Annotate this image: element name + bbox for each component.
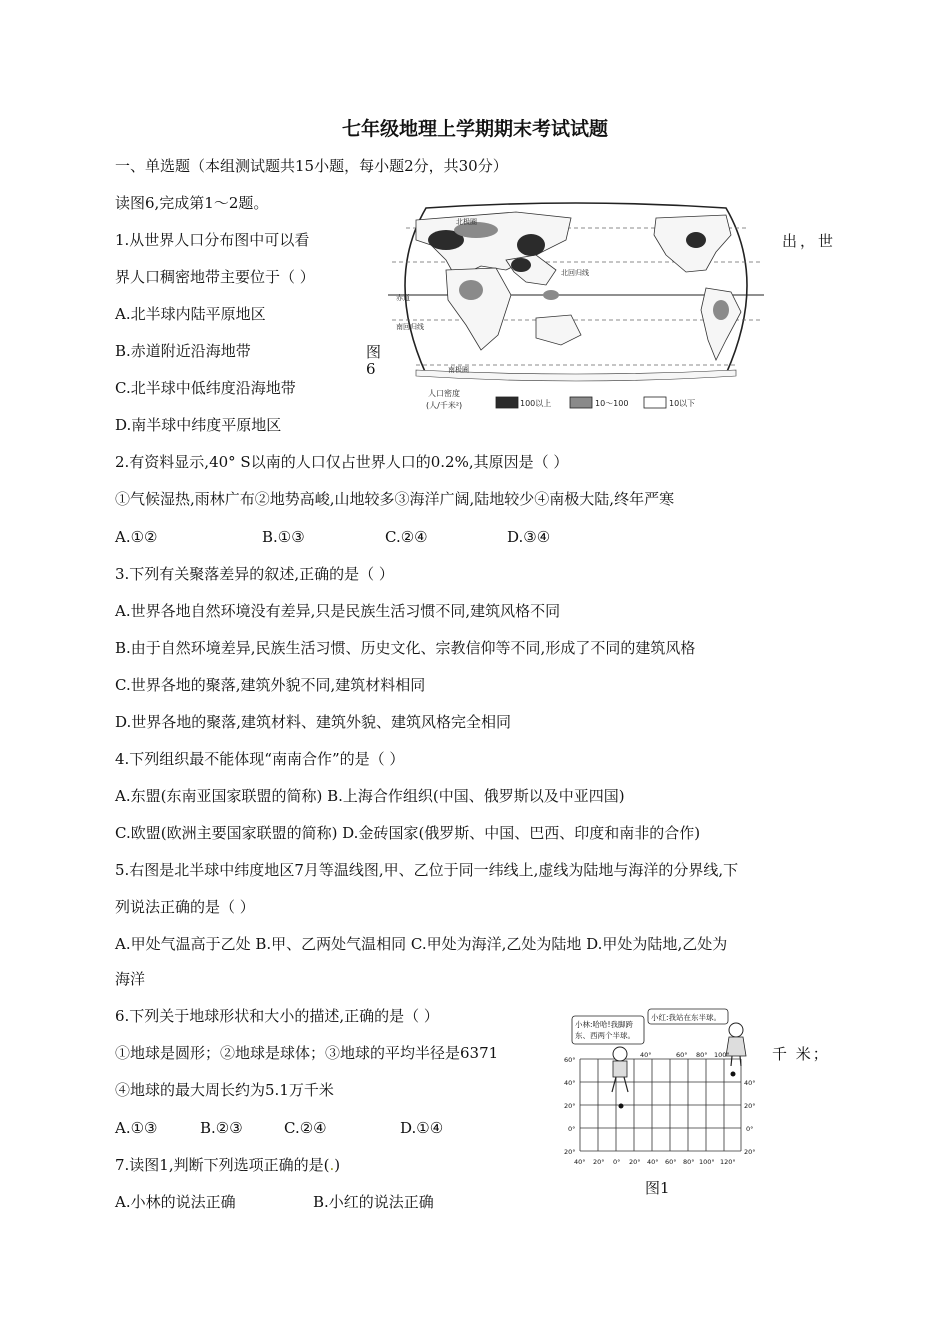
- q6-option-d: D.①④: [400, 1119, 444, 1137]
- bottom-label-100e: 100°: [699, 1158, 715, 1166]
- north-america-dense-area: [686, 232, 706, 248]
- q6-option-a: A.①③: [115, 1119, 158, 1137]
- left-label-20: 20°: [564, 1102, 576, 1110]
- antarctic-circle-label: 南极圈: [448, 366, 469, 374]
- q4-options-line2: C.欧盟(欧洲主要国家联盟的简称) D.金砖国家(俄罗斯、中国、巴西、印度和南非的合作): [115, 824, 701, 842]
- tropic-south-label: 南回归线: [396, 323, 424, 331]
- legend-swatch-low: [644, 397, 666, 408]
- legend-title-line1: 人口密度: [428, 389, 460, 398]
- bottom-label-40e: 40°: [647, 1158, 659, 1166]
- bubble-xiaolin-line2: 东、西两个半球。: [575, 1031, 635, 1040]
- q5-options: A.甲处气温高于乙处 B.甲、乙两处气温相同 C.甲处为海洋,乙处为陆地 D.甲处为陆地,乙处为: [115, 935, 728, 953]
- bottom-label-20e: 20°: [629, 1158, 641, 1166]
- tropic-north-label: 北回归线: [561, 269, 589, 277]
- q3-option-b: B.由于自然环境差异,民族生活习惯、历史文化、宗教信仰等不同,形成了不同的建筑风格: [115, 639, 696, 657]
- legend-label-mid: 10～100: [595, 399, 629, 408]
- bubble-xiaohong-text: 小红:我站在东半球。: [651, 1013, 722, 1022]
- xiaohong-position-dot: [731, 1072, 736, 1077]
- bubble-xiaolin-line1: 小林:哈哈!我脚跨: [575, 1020, 634, 1029]
- q2-stem: 2.有资料显示,40° S以南的人口仅占世界人口的0.2%,其原因是（ ）: [115, 453, 569, 471]
- q7-stem-end: ): [334, 1156, 341, 1174]
- equator-label: 赤道: [396, 294, 410, 302]
- q6-option-c: C.②④: [284, 1119, 327, 1137]
- right-label-20s: 20°: [744, 1148, 756, 1156]
- bottom-label-0: 0°: [613, 1158, 621, 1166]
- q1-option-a: A.北半球内陆平原地区: [115, 305, 266, 323]
- map6-caption-line2: 6: [366, 360, 376, 378]
- fig1-caption: 图1: [645, 1179, 670, 1197]
- right-label-0: 0°: [746, 1125, 754, 1133]
- top-label-60: 60°: [676, 1051, 688, 1059]
- page-title: 七年级地理上学期期末考试试题: [341, 118, 608, 140]
- figure1-grid: [560, 1004, 760, 1176]
- south-asia-dense-area: [511, 258, 531, 272]
- q1-stem-tail: 出，世: [782, 232, 837, 250]
- q6-option-b: B.②③: [200, 1119, 243, 1137]
- q6-statement-line1: ①地球是圆形；②地球是球体；③地球的平均半径是6371: [115, 1044, 499, 1062]
- south-america-mid-area: [713, 300, 729, 320]
- legend-swatch-mid: [570, 397, 592, 408]
- q7-option-b: B.小红的说法正确: [313, 1193, 434, 1211]
- q7-stem-text: 7.读图1,判断下列选项正确的是(: [115, 1156, 330, 1174]
- q7-option-a: A.小林的说法正确: [115, 1193, 236, 1211]
- xiaolin-figure: [612, 1047, 628, 1092]
- q3-option-c: C.世界各地的聚落,建筑外貌不同,建筑材料相同: [115, 676, 426, 694]
- left-label-20s: 20°: [564, 1148, 576, 1156]
- q2-option-a: A.①②: [115, 528, 158, 546]
- left-label-0: 0°: [568, 1125, 576, 1133]
- east-asia-dense-area: [517, 234, 545, 256]
- q4-options-line1: A.东盟(东南亚国家联盟的简称) B.上海合作组织(中国、俄罗斯以及中亚四国): [115, 787, 625, 805]
- bottom-label-40w: 40°: [574, 1158, 586, 1166]
- q3-option-d: D.世界各地的聚落,建筑材料、建筑外貌、建筑风格完全相同: [115, 713, 512, 731]
- map6-caption-line1: 图: [366, 343, 382, 361]
- q2-option-d: D.③④: [507, 528, 551, 546]
- africa-mid-area: [459, 280, 483, 300]
- bottom-label-20w: 20°: [593, 1158, 605, 1166]
- legend-label-low: 10以下: [669, 399, 696, 408]
- q1-option-d: D.南半球中纬度平原地区: [115, 416, 282, 434]
- top-label-80: 80°: [696, 1051, 708, 1059]
- q7-stem-dot: .: [329, 1156, 335, 1174]
- q2-statements: ①气候湿热,雨林广布②地势高峻,山地较多③海洋广阔,陆地较少④南极大陆,终年严寒: [115, 490, 675, 508]
- q1-stem-cont: 界人口稠密地带主要位于（ ）: [115, 268, 315, 286]
- xiaohong-figure: [726, 1023, 746, 1066]
- q1-option-c: C.北半球中低纬度沿海地带: [115, 379, 296, 397]
- legend-label-high: 100以上: [520, 399, 552, 408]
- bottom-label-120e: 120°: [720, 1158, 736, 1166]
- q3-option-a: A.世界各地自然环境没有差异,只是民族生活习惯不同,建筑风格不同: [115, 602, 561, 620]
- grid-lines: [580, 1059, 741, 1151]
- q6-statement-line1-tail: 千 米；: [772, 1045, 830, 1063]
- q6-statement-line2: ④地球的最大周长约为5.1万千米: [115, 1081, 334, 1099]
- q2-option-b: B.①③: [262, 528, 305, 546]
- q1-stem: 1.从世界人口分布图中可以看: [115, 231, 310, 249]
- q4-stem: 4.下列组织最不能体现“南南合作”的是（ ）: [115, 750, 405, 768]
- q1-intro: 读图6,完成第1～2题。: [115, 194, 269, 212]
- q7-stem: [115, 1155, 340, 1175]
- q1-option-b: B.赤道附近沿海地带: [115, 342, 251, 360]
- q5-stem: 5.右图是北半球中纬度地区7月等温线图,甲、乙位于同一纬线上,虚线为陆地与海洋的分界线,下: [115, 861, 739, 879]
- arctic-circle-label: 北极圈: [456, 218, 477, 226]
- q5-options-tail: 海洋: [115, 970, 146, 988]
- right-label-20: 20°: [744, 1102, 756, 1110]
- q5-stem-cont: 列说法正确的是（ ）: [115, 898, 255, 916]
- left-label-40: 40°: [564, 1079, 576, 1087]
- top-label-100: 100°: [714, 1051, 730, 1059]
- section-heading: 一、单选题（本组测试题共15小题，每小题2分，共30分）: [115, 157, 508, 175]
- left-label-60: 60°: [564, 1056, 576, 1064]
- q2-option-c: C.②④: [385, 528, 428, 546]
- legend-swatch-high: [496, 397, 518, 408]
- top-label-40: 40°: [640, 1051, 652, 1059]
- right-label-40: 40°: [744, 1079, 756, 1087]
- q3-stem: 3.下列有关聚落差异的叙述,正确的是（ ）: [115, 565, 394, 583]
- legend-title-line2: (人/千米²): [426, 401, 463, 410]
- q6-stem: 6.下列关于地球形状和大小的描述,正确的是（ ）: [115, 1007, 439, 1025]
- bottom-label-60e: 60°: [665, 1158, 677, 1166]
- bottom-label-80e: 80°: [683, 1158, 695, 1166]
- world-population-map: [386, 200, 766, 418]
- southeast-asia-mid-area: [543, 290, 559, 300]
- xiaolin-position-dot: [619, 1104, 624, 1109]
